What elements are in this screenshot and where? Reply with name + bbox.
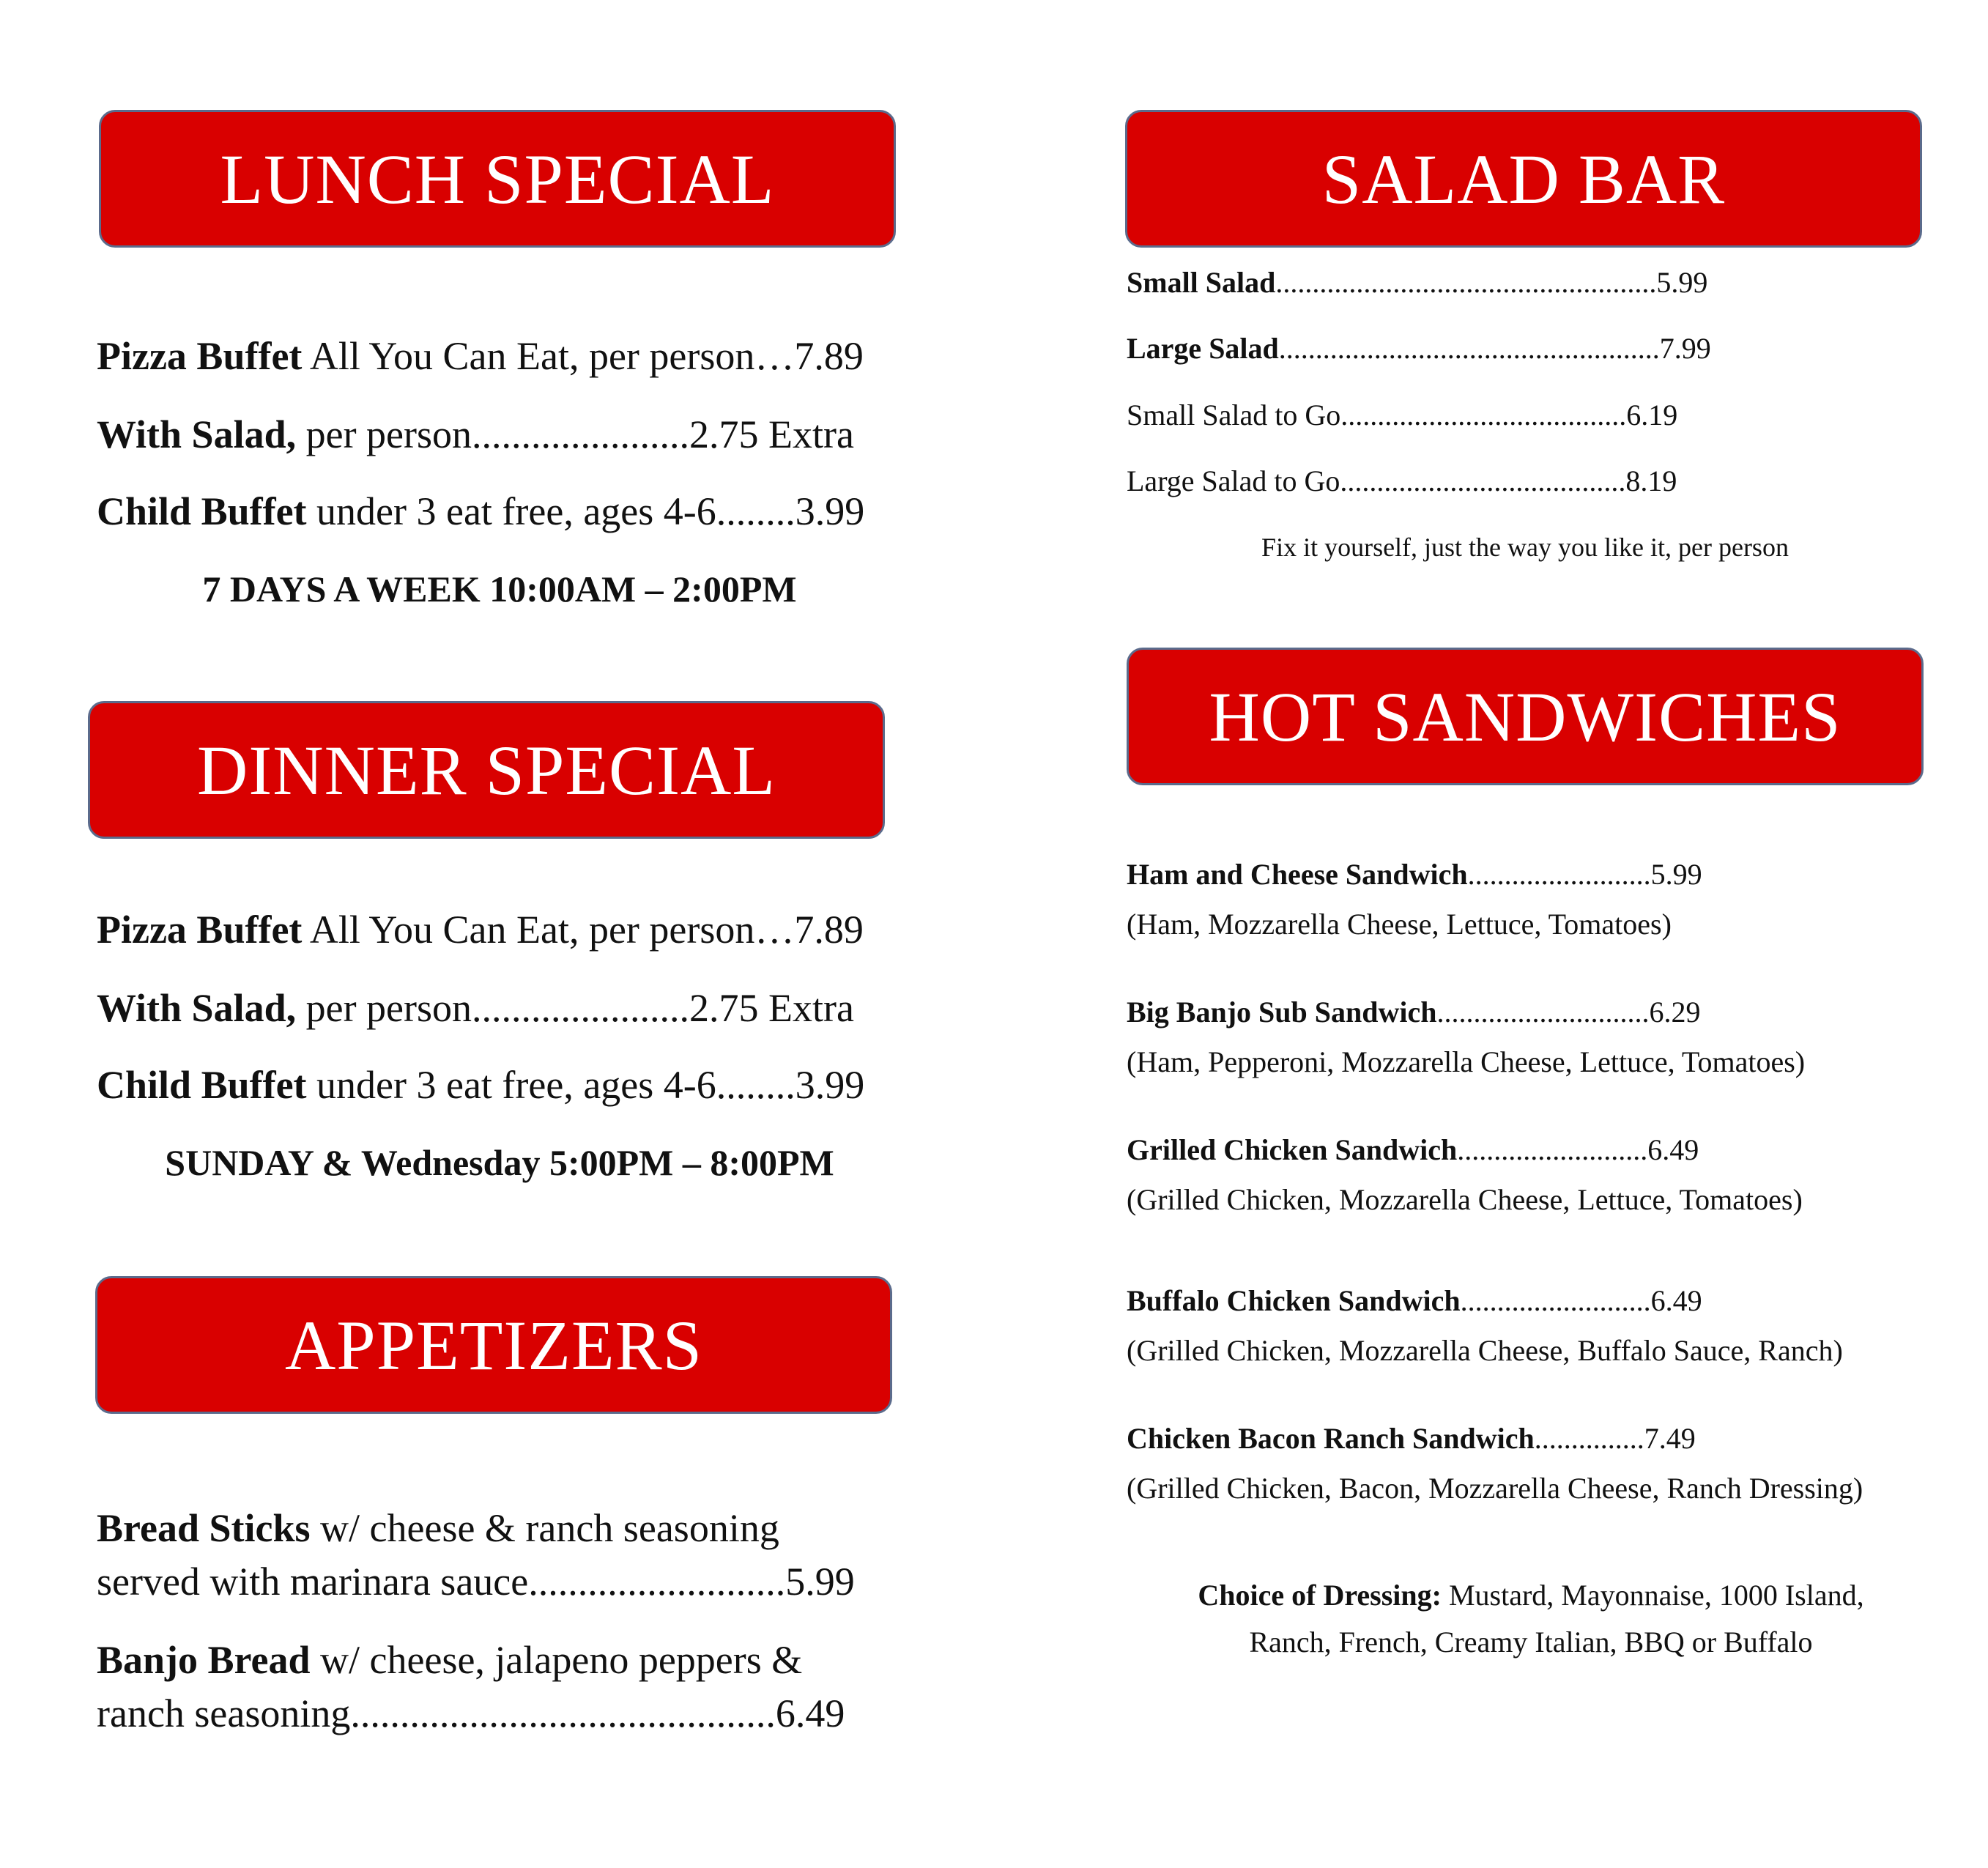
appetizer-bread-sticks: Bread Sticks w/ cheese & ranch seasoning [97, 1506, 779, 1550]
sandwich-grilled-chicken-desc: (Grilled Chicken, Mozzarella Cheese, Lettuce, Tomatoes) [1127, 1183, 1803, 1216]
lunch-item-with-salad: With Salad, per person......................2.75 Extra [97, 412, 854, 456]
sandwich-ham-cheese-desc: (Ham, Mozzarella Cheese, Lettuce, Tomatoes) [1127, 908, 1672, 941]
dressing-choices-line1: Choice of Dressing: Mustard, Mayonnaise, 1000 Island, [1198, 1579, 1864, 1612]
appetizers-banner [95, 1276, 892, 1414]
dinner-special-banner [88, 701, 885, 839]
dressing-choices-line2: Ranch, French, Creamy Italian, BBQ or Buffalo [1249, 1626, 1813, 1658]
lunch-hours: 7 DAYS A WEEK 10:00AM – 2:00PM [202, 568, 797, 609]
appetizer-bread-sticks-price: served with marinara sauce..........................5.99 [97, 1560, 855, 1604]
appetizers-title: APPETIZERS [284, 1305, 703, 1385]
salad-item-large-to-go: Large Salad to Go.......................................8.19 [1127, 464, 1677, 497]
lunch-item-child-buffet: Child Buffet under 3 eat free, ages 4-6........3.99 [97, 489, 865, 533]
salad-bar-title: SALAD BAR [1321, 139, 1726, 218]
appetizer-banjo-bread-price: ranch seasoning...........................................6.49 [97, 1691, 845, 1735]
sandwich-big-banjo-desc: (Ham, Pepperoni, Mozzarella Cheese, Lettuce, Tomatoes) [1127, 1045, 1806, 1078]
lunch-item-pizza-buffet: Pizza Buffet All You Can Eat, per person…7.89 [97, 334, 864, 378]
lunch-special-banner [99, 110, 896, 248]
hot-sandwiches-banner [1127, 648, 1924, 785]
sandwich-chicken-bacon-ranch: Chicken Bacon Ranch Sandwich...............7.49 [1127, 1422, 1696, 1455]
salad-item-large: Large Salad....................................................7.99 [1127, 332, 1711, 365]
lunch-special-title: LUNCH SPECIAL [220, 139, 775, 218]
dinner-hours: SUNDAY & Wednesday 5:00PM – 8:00PM [165, 1142, 834, 1183]
salad-item-small: Small Salad....................................................5.99 [1127, 266, 1708, 299]
dinner-item-with-salad: With Salad, per person......................2.75 Extra [97, 986, 854, 1030]
dinner-item-pizza-buffet: Pizza Buffet All You Can Eat, per person…7.89 [97, 908, 864, 952]
salad-bar-banner [1125, 110, 1922, 248]
sandwich-chicken-bacon-ranch-desc: (Grilled Chicken, Bacon, Mozzarella Cheese, Ranch Dressing) [1127, 1472, 1863, 1505]
sandwich-grilled-chicken: Grilled Chicken Sandwich..........................6.49 [1127, 1133, 1699, 1166]
appetizer-banjo-bread: Banjo Bread w/ cheese, jalapeno peppers & [97, 1638, 803, 1682]
dinner-special-title: DINNER SPECIAL [196, 730, 776, 809]
salad-note: Fix it yourself, just the way you like it, per person [1261, 533, 1789, 562]
salad-item-small-to-go: Small Salad to Go.......................................6.19 [1127, 399, 1678, 431]
dinner-item-child-buffet: Child Buffet under 3 eat free, ages 4-6........3.99 [97, 1063, 865, 1107]
hot-sandwiches-title: HOT SANDWICHES [1209, 677, 1842, 756]
sandwich-ham-cheese: Ham and Cheese Sandwich.........................5.99 [1127, 858, 1702, 891]
sandwich-big-banjo: Big Banjo Sub Sandwich.............................6.29 [1127, 996, 1701, 1028]
sandwich-buffalo-chicken: Buffalo Chicken Sandwich..........................6.49 [1127, 1284, 1702, 1317]
sandwich-buffalo-chicken-desc: (Grilled Chicken, Mozzarella Cheese, Buffalo Sauce, Ranch) [1127, 1334, 1843, 1367]
